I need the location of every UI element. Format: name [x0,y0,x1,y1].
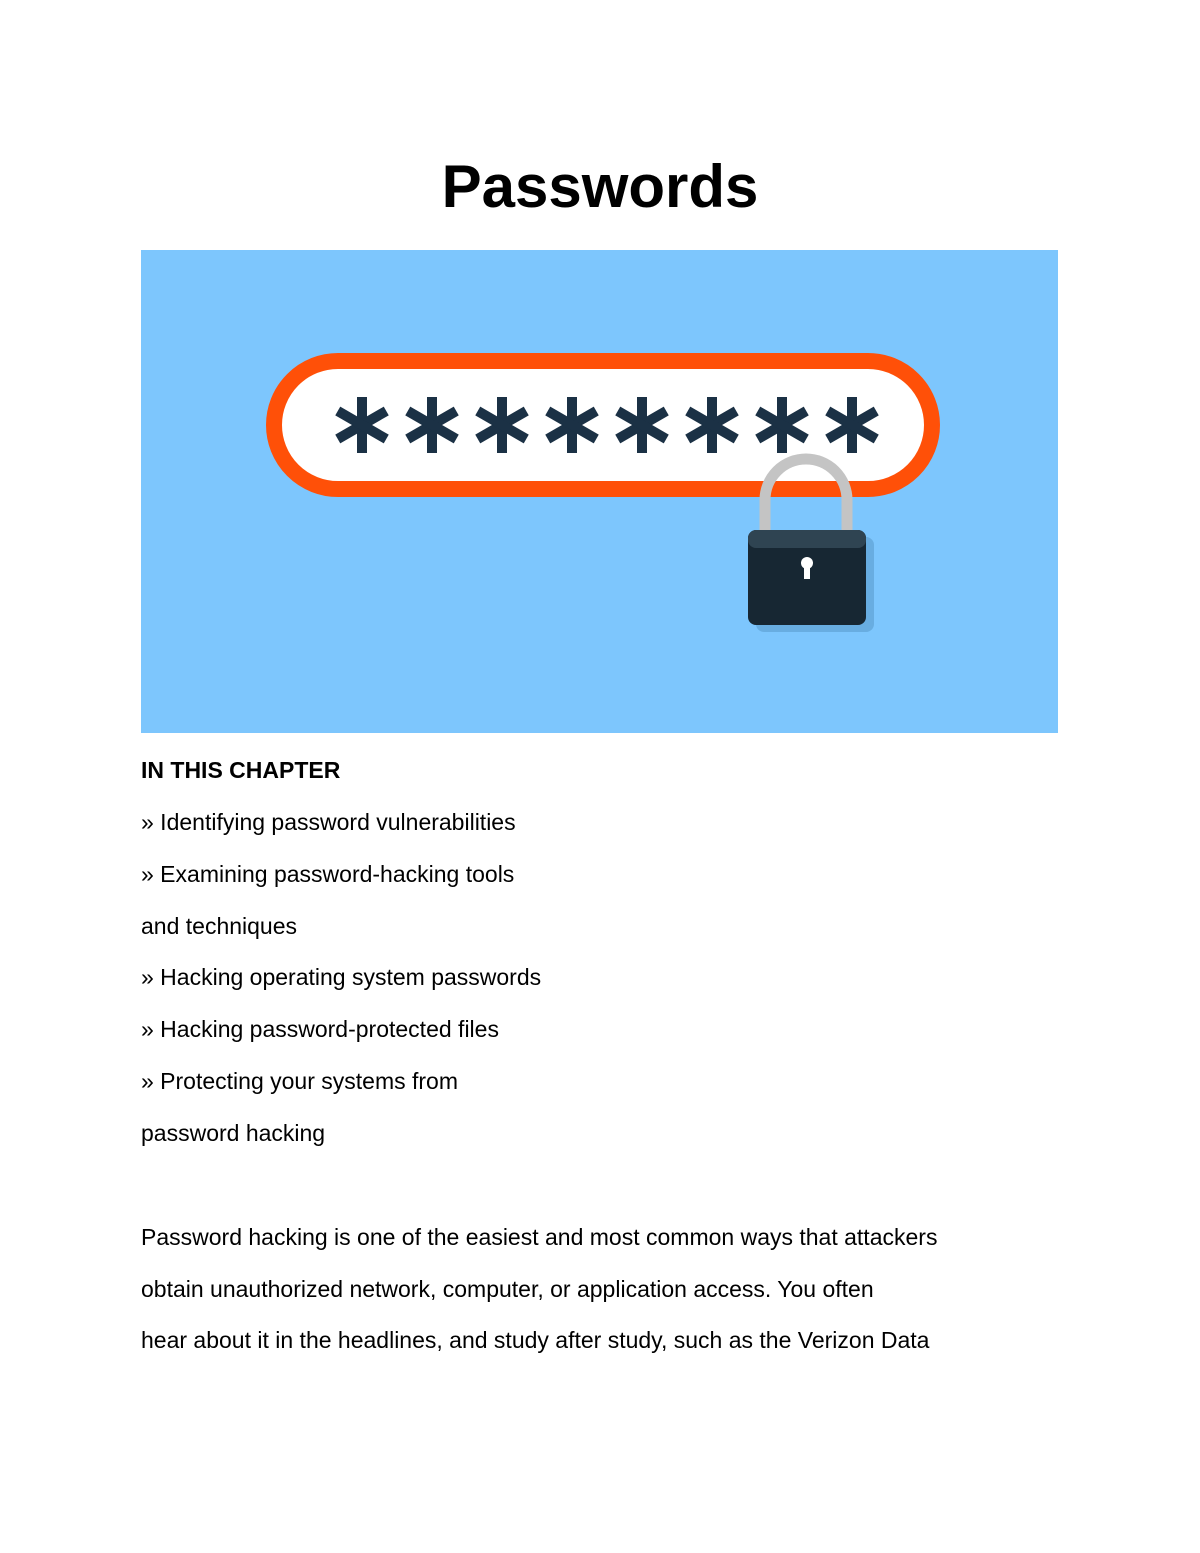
body-text-line: hear about it in the headlines, and study after study, such as the Verizon Data [141,1327,930,1353]
body-text-line: obtain unauthorized network, computer, or application access. You often [141,1276,874,1302]
chapter-item: » Hacking password-protected files [141,1016,499,1042]
chapter-item: » Protecting your systems from [141,1068,458,1094]
chapter-heading: IN THIS CHAPTER [141,757,341,783]
password-illustration [141,250,1058,733]
chapter-item: and techniques [141,913,298,939]
chapter-item: » Hacking operating system passwords [141,964,542,990]
body-text-line: Password hacking is one of the easiest and most common ways that attackers [141,1224,938,1250]
chapter-item: » Identifying password vulnerabilities [141,809,516,835]
chapter-item: password hacking [141,1120,326,1146]
chapter-item: » Examining password-hacking tools [141,861,515,887]
page-title: Passwords [441,153,759,220]
